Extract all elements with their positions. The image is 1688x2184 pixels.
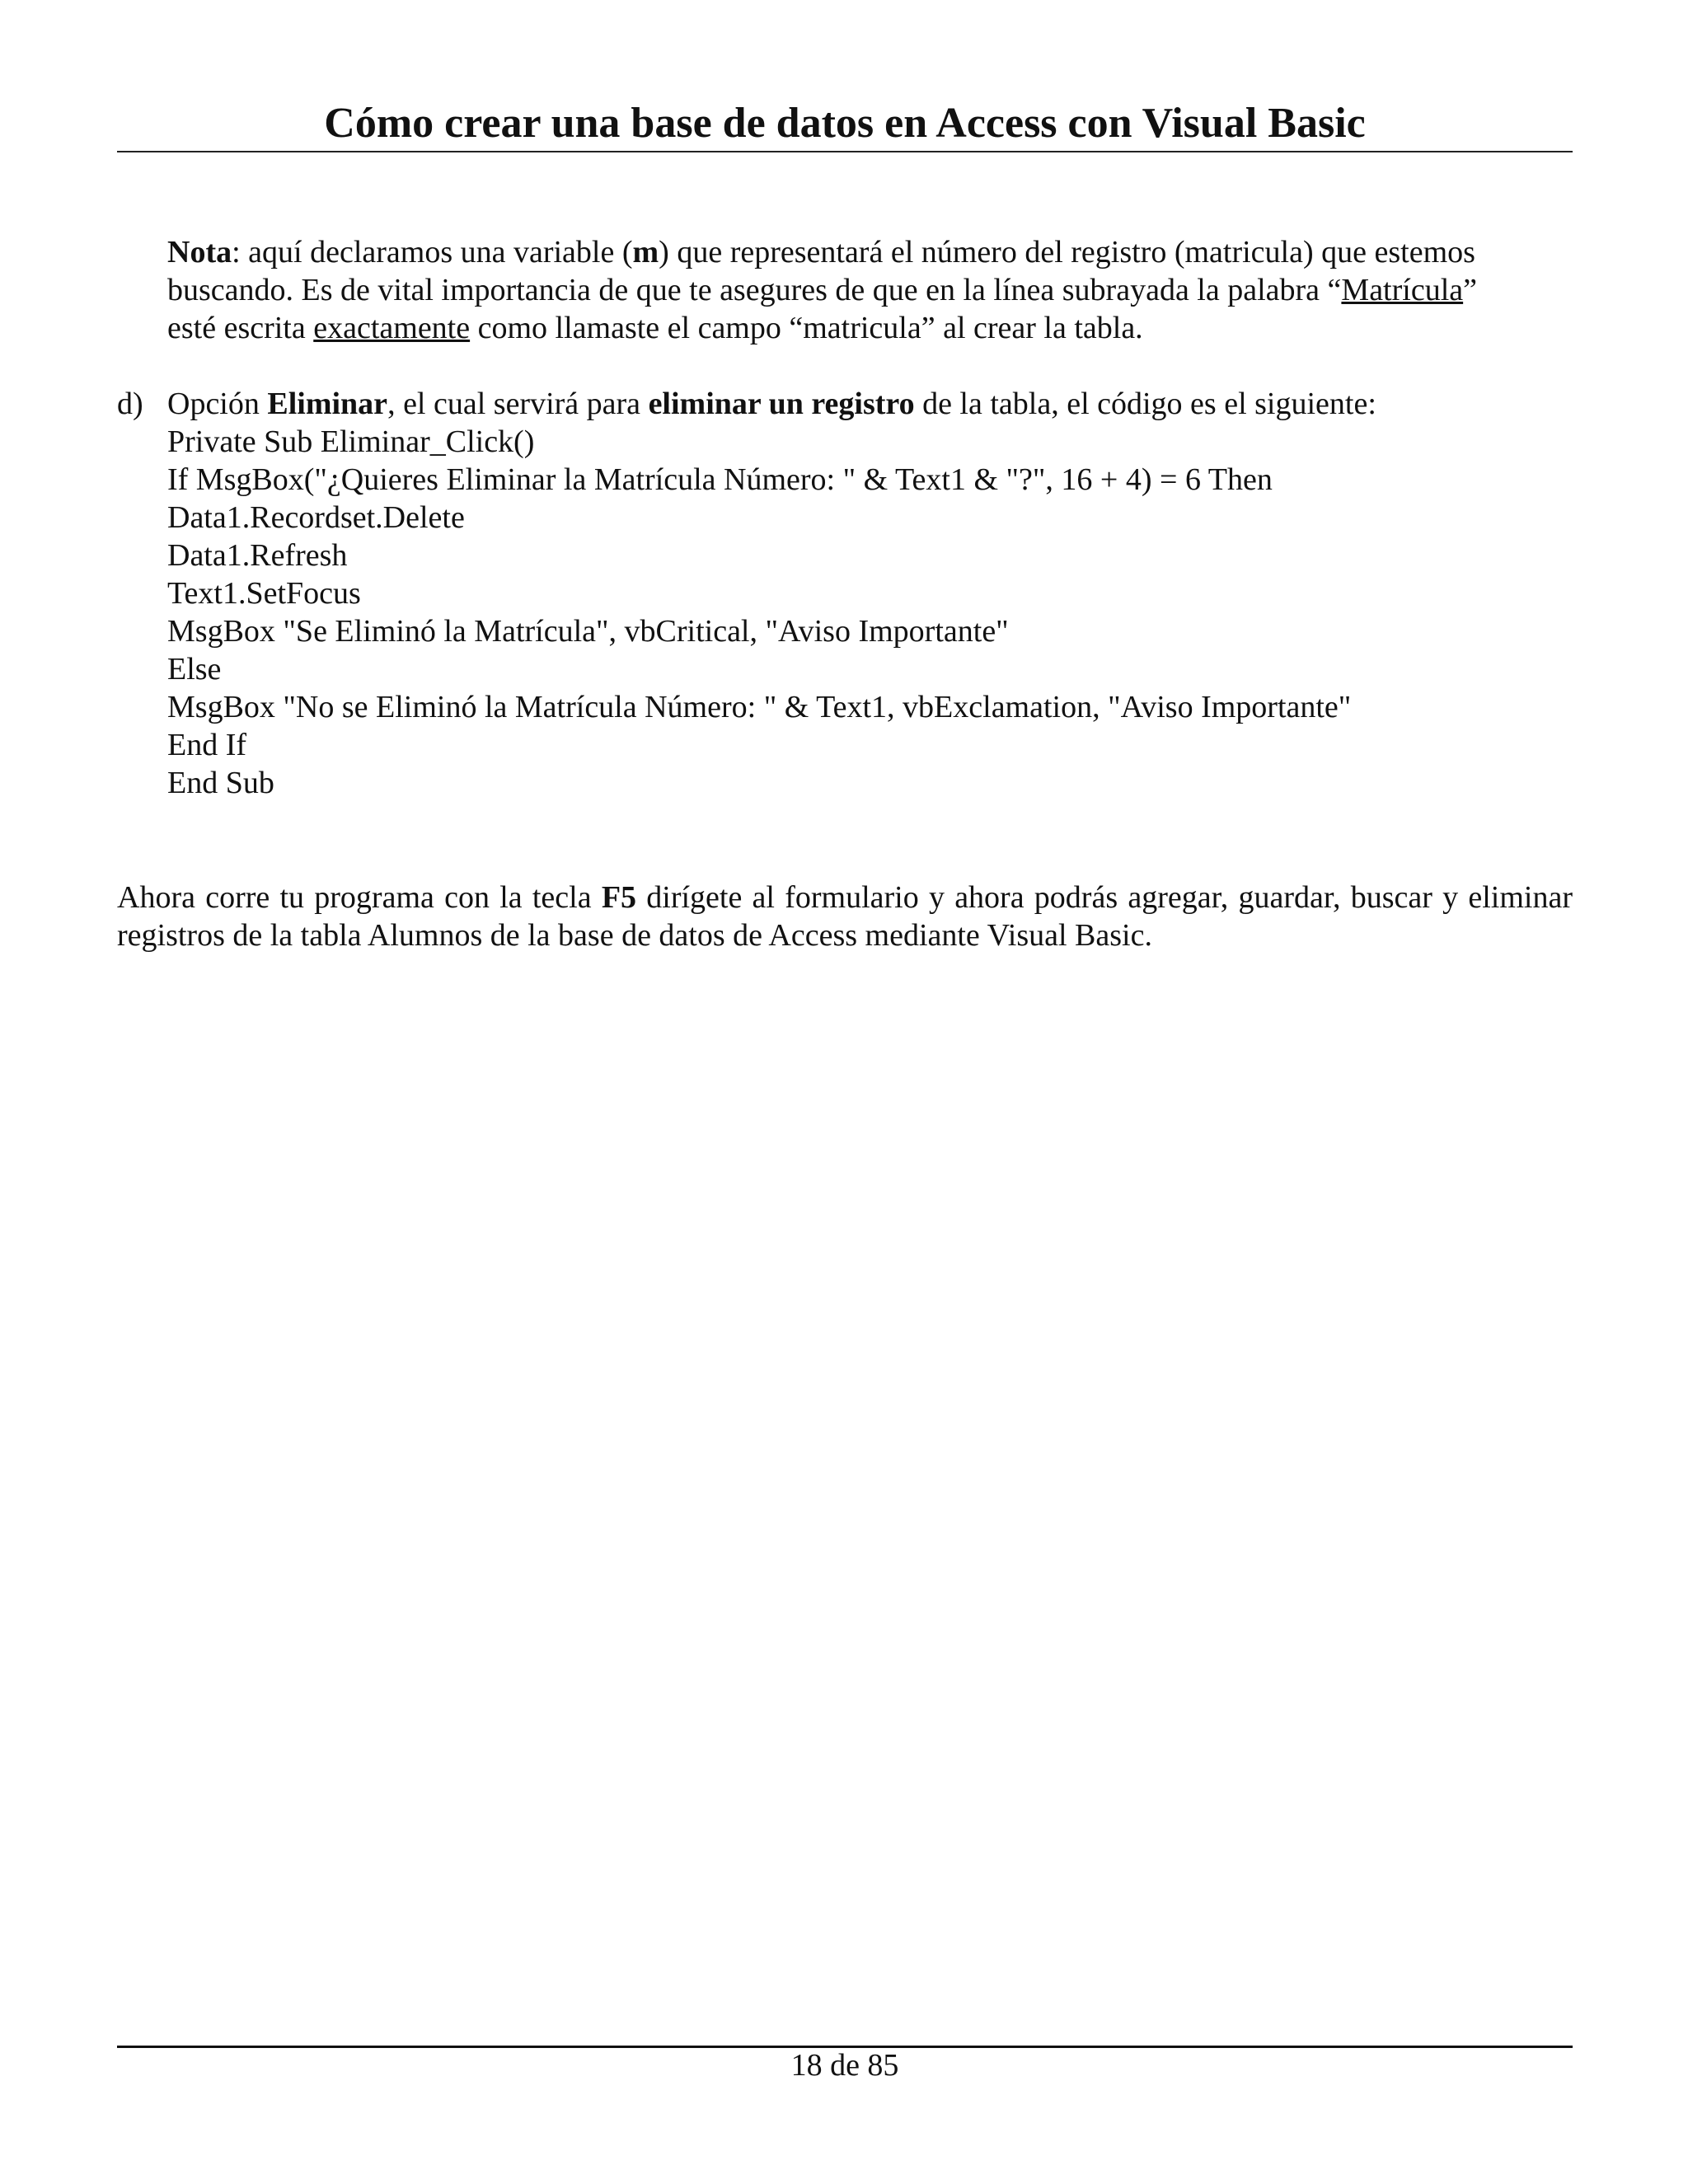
closing-text: Ahora corre tu programa con la tecla [117, 880, 602, 915]
intro-text: , el cual servirá para [387, 387, 649, 421]
code-line: Else [167, 652, 222, 687]
variable-m: m [632, 235, 659, 269]
closing-paragraph [117, 879, 1573, 954]
section-intro [167, 385, 1576, 423]
code-line: End Sub [167, 766, 274, 800]
note-text: como llamaste el campo “matricula” al crear la tabla. [470, 311, 1143, 345]
underlined-matricula: Matrícula [1341, 273, 1464, 307]
note-text: : aquí declaramos una variable ( [232, 235, 633, 269]
code-line: If MsgBox("¿Quieres Eliminar la Matrícula Número: " & Text1 & "?", 16 + 4) = 6 Then [167, 462, 1273, 497]
intro-bold-registro: eliminar un registro [648, 387, 915, 421]
code-line: Data1.Refresh [167, 538, 348, 573]
list-marker: d) [117, 387, 143, 421]
page-title: Cómo crear una base de datos en Access con Visual Basic [324, 100, 1366, 147]
code-line: End If [167, 728, 247, 762]
page-number: 18 de 85 [790, 2048, 899, 2083]
note-label: Nota [167, 235, 232, 269]
note-line-1 [167, 233, 1577, 271]
note-text: buscando. Es de vital importancia de que te asegures de que en la línea subrayada la palabra “ [167, 273, 1342, 307]
note-text: ” [1463, 273, 1477, 307]
note-line-3 [167, 309, 1577, 347]
intro-text: Opción [167, 387, 268, 421]
code-line: Text1.SetFocus [167, 576, 361, 611]
note-text: ) que representará el número del registro (matricula) que estemos [659, 235, 1475, 269]
header-rule [117, 151, 1573, 152]
code-line: Data1.Recordset.Delete [167, 500, 465, 535]
intro-bold-eliminar: Eliminar [267, 387, 388, 421]
intro-text: de la tabla, el código es el siguiente: [914, 387, 1376, 421]
key-f5: F5 [601, 880, 637, 915]
note-paragraph [167, 233, 1577, 347]
underlined-exactamente: exactamente [313, 311, 471, 345]
code-line: MsgBox "Se Eliminó la Matrícula", vbCritical, "Aviso Importante" [167, 614, 1009, 649]
closing-text: dirígete al formulario y ahora podrás agregar, guardar, buscar y eliminar registros de la tabla Alumnos de la base de datos de Access mediante Visual Basic. [117, 880, 1573, 953]
code-line: MsgBox "No se Eliminó la Matrícula Número: " & Text1, vbExclamation, "Aviso Importante" [167, 690, 1352, 724]
code-line: Private Sub Eliminar_Click() [167, 424, 535, 459]
list-item-body [167, 385, 1576, 802]
note-line-2 [167, 271, 1577, 309]
note-text: esté escrita [167, 311, 314, 345]
